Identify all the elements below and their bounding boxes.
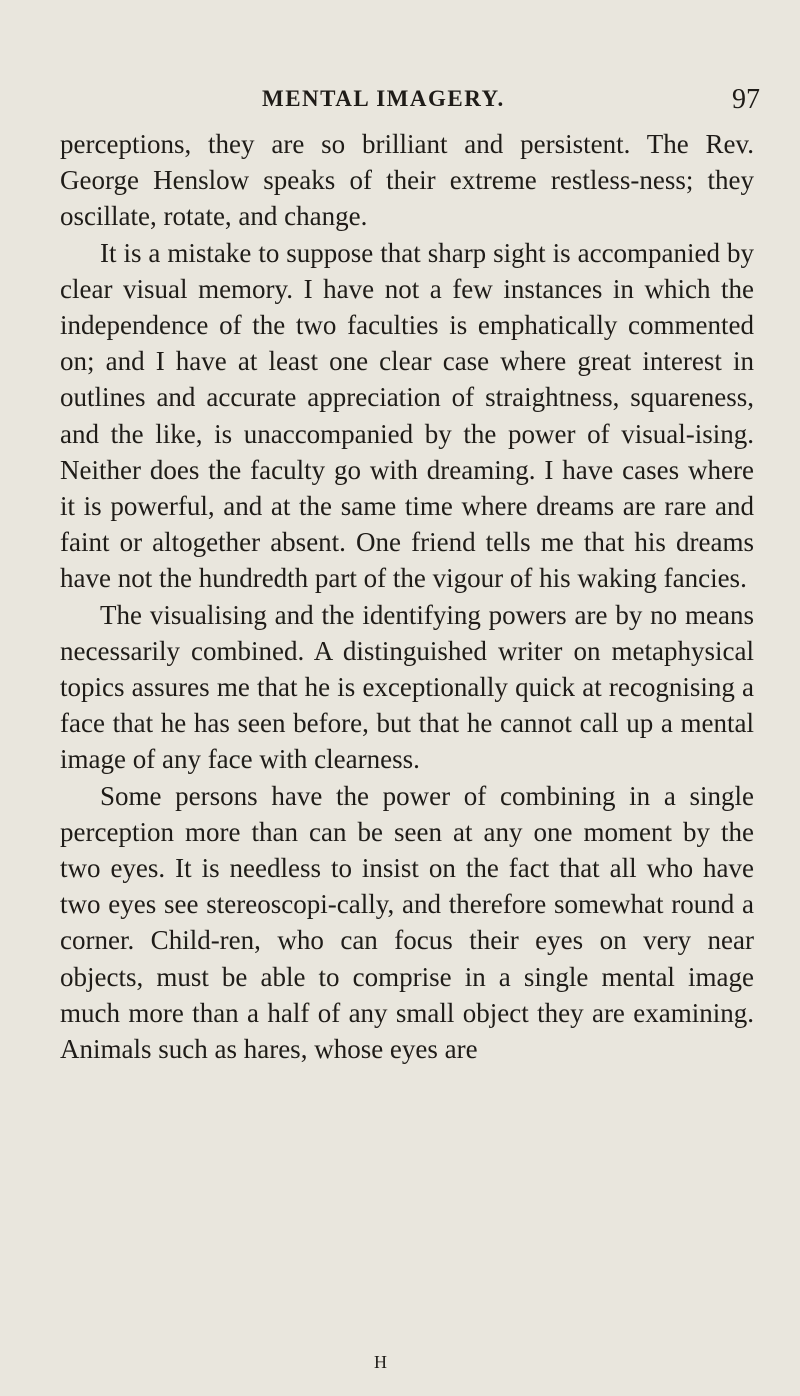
running-title: MENTAL IMAGERY. bbox=[262, 86, 505, 111]
page-number: 97 bbox=[732, 84, 760, 115]
running-head bbox=[0, 86, 800, 116]
body-text bbox=[60, 126, 754, 1067]
signature-mark: H bbox=[374, 1352, 388, 1372]
paragraph-sharp-sight: It is a mistake to suppose that sharp sight is accompanied by clear visual memory. I have not a few instances in which the independence of the two faculties is emphatically commented on; and I have at least one clear case where great interest in outlines and accurate appreciation of straightness, squareness, and the like, is unaccompanied by the power of visual-ising. Neither does the faculty go with dreaming. I have cases where it is powerful, and at the same time where dreams are rare and faint or altogether absent. One friend tells me that his dreams have not the hundredth part of the vigour of his waking fancies. bbox=[60, 237, 754, 594]
paragraph-continuation: perceptions, they are so brilliant and persistent. The Rev. George Henslow speaks of their extreme restless-ness; they oscillate, rotate, and change. bbox=[60, 129, 754, 232]
paragraph-identifying-powers: The visualising and the identifying powers are by no means necessarily combined. A distinguished writer on metaphysical topics assures me that he is exceptionally quick at recognising a face that he has seen before, but that he cannot call up a mental image of any face with clearness. bbox=[60, 599, 754, 775]
paragraph-combining-perception: Some persons have the power of combining in a single perception more than can be seen at any one moment by the two eyes. It is needless to insist on the fact that all who have two eyes see stereoscopi-cally, and therefore somewhat round a corner. Child-ren, who can focus their eyes on very near objects, must be able to comprise in a single mental image much more than a half of any small object they are examining. Animals such as hares, whose eyes are bbox=[60, 780, 754, 1065]
